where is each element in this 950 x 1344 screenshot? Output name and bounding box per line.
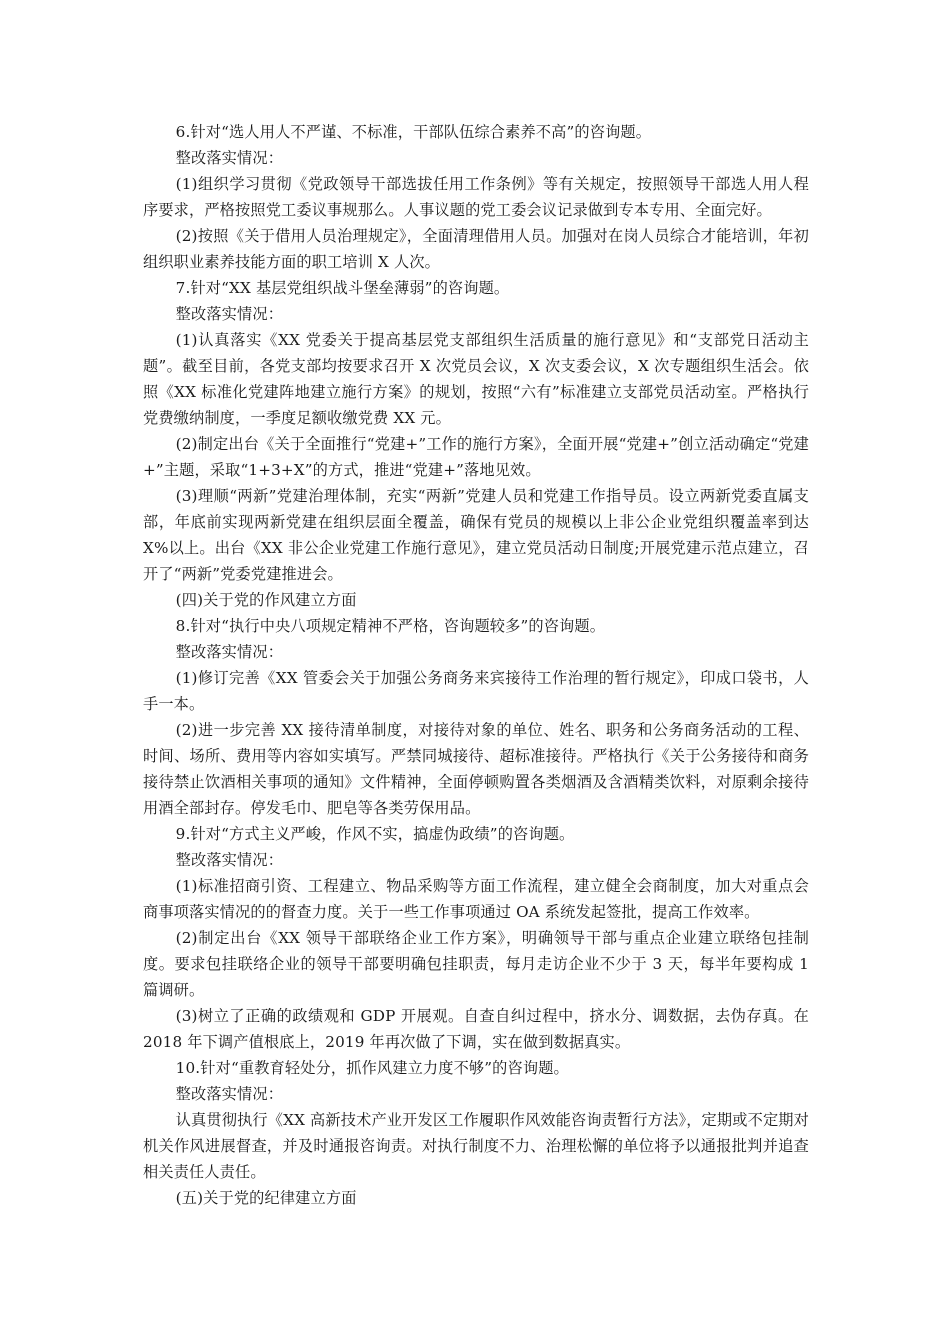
paragraph: (2)制定出台《关于全面推行“党建+”工作的施行方案》，全面开展“党建+”创立活动确定“党建+”主题，采取“1+3+X”的方式，推进“党建+”落地见效。 [143, 435, 809, 479]
paragraph: 整改落实情况： [175, 305, 284, 323]
paragraph: 整改落实情况： [175, 643, 284, 661]
paragraph: (3)树立了正确的政绩观和 GDP 开展观。自查自纠过程中，挤水分、调数据，去伪存真。在 2018 年下调产值根底上，2019 年再次做了下调，实在做到数据真实。 [143, 1007, 809, 1051]
paragraph: (1)认真落实《XX 党委关于提高基层党支部组织生活质量的施行意见》和“支部党日活动主题”。截至目前，各党支部均按要求召开 X 次党员会议，X 次支委会议，X 次专题组织生活会。依照《XX 标准化党建阵地建立施行方案》的规划，按照“六有”标准建立支部党员活动室。严格执行党费缴纳制度，一季度足额收缴党费 XX 元。 [143, 331, 809, 427]
paragraph: 整改落实情况： [175, 851, 284, 869]
paragraph: (2)按照《关于借用人员治理规定》，全面清理借用人员。加强对在岗人员综合才能培训，年初组织职业素养技能方面的职工培训 X 人次。 [143, 227, 809, 271]
paragraph: 整改落实情况： [175, 1085, 284, 1103]
document-body [143, 119, 809, 1211]
paragraph: (五)关于党的纪律建立方面 [175, 1189, 357, 1207]
paragraph: 6.针对“选人用人不严谨、不标准，干部队伍综合素养不高”的咨询题。 [175, 123, 652, 141]
paragraph: 整改落实情况： [175, 149, 284, 167]
paragraph: (1)组织学习贯彻《党政领导干部选拔任用工作条例》等有关规定，按照领导干部选人用人程序要求，严格按照党工委议事规那么。人事议题的党工委会议记录做到专本专用、全面完好。 [143, 175, 809, 219]
paragraph: 8.针对“执行中央八项规定精神不严格，咨询题较多”的咨询题。 [175, 617, 606, 635]
paragraph: 认真贯彻执行《XX 高新技术产业开发区工作履职作风效能咨询责暂行方法》，定期或不定期对机关作风进展督查，并及时通报咨询责。对执行制度不力、治理松懈的单位将予以通报批判并追查相关责任人责任。 [143, 1111, 809, 1181]
paragraph: 7.针对“XX 基层党组织战斗堡垒薄弱”的咨询题。 [175, 279, 510, 297]
paragraph: (1)标准招商引资、工程建立、物品采购等方面工作流程，建立健全会商制度，加大对重点会商事项落实情况的的督查力度。关于一些工作事项通过 OA 系统发起签批，提高工作效率。 [143, 877, 809, 921]
paragraph: (3)理顺“两新”党建治理体制，充实“两新”党建人员和党建工作指导员。设立两新党委直属支部，年底前实现两新党建在组织层面全覆盖，确保有党员的规模以上非公企业党组织覆盖率到达 X%以上。出台《XX 非公企业党建工作施行意见》，建立党员活动日制度;开展党建示范点建立，召开了“两新”党委党建推进会。 [143, 487, 809, 583]
paragraph: (2)进一步完善 XX 接待清单制度，对接待对象的单位、姓名、职务和公务商务活动的工程、时间、场所、费用等内容如实填写。严禁同城接待、超标准接待。严格执行《关于公务接待和商务接待禁止饮酒相关事项的通知》文件精神，全面停顿购置各类烟酒及含酒精类饮料，对原剩余接待用酒全部封存。停发毛巾、肥皂等各类劳保用品。 [143, 721, 809, 817]
paragraph: (四)关于党的作风建立方面 [175, 591, 357, 609]
paragraph: 10.针对“重教育轻处分，抓作风建立力度不够”的咨询题。 [175, 1059, 569, 1077]
paragraph: 9.针对“方式主义严峻，作风不实，搞虚伪政绩”的咨询题。 [175, 825, 575, 843]
paragraph: (1)修订完善《XX 管委会关于加强公务商务来宾接待工作治理的暂行规定》，印成口袋书，人手一本。 [143, 669, 809, 713]
paragraph: (2)制定出台《XX 领导干部联络企业工作方案》，明确领导干部与重点企业建立联络包挂制度。要求包挂联络企业的领导干部要明确包挂职责，每月走访企业不少于 3 天，每半年要构成 1 篇调研。 [143, 929, 809, 999]
